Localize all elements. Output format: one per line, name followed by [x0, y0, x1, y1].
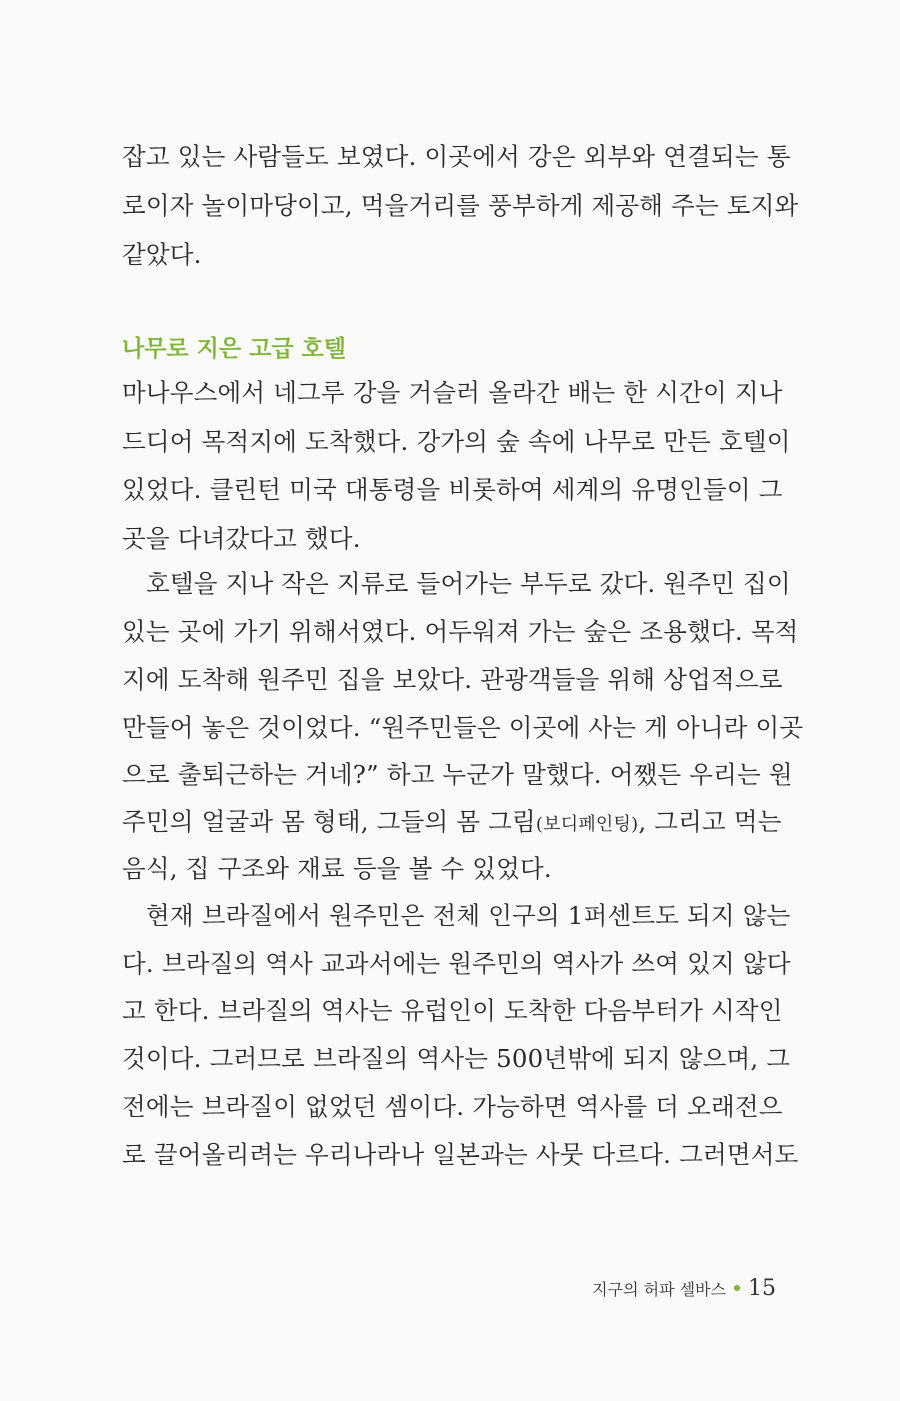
section-heading: 나무로 지은 고급 호텔 [122, 336, 346, 362]
body-text-line: 잡고 있는 사람들도 보였다. 이곳에서 강은 외부와 연결되는 통 [122, 142, 791, 171]
body-text-line: 로 끌어올리려는 우리나라나 일본과는 사뭇 다르다. 그러면서도 [122, 1140, 799, 1169]
body-text-line: 만들어 놓은 것이었다. “원주민들은 이곳에 사는 게 아니라 이곳 [122, 713, 804, 742]
body-text-line: 으로 출퇴근하는 거네?” 하고 누군가 말했다. 어쨌든 우리는 원 [122, 760, 793, 789]
body-text-line: 음식, 집 구조와 재료 등을 볼 수 있었다. [122, 854, 552, 883]
body-text-line: 것이다. 그러므로 브라질의 역사는 500년밖에 되지 않으며, 그 [122, 1044, 791, 1073]
body-text-line: 마나우스에서 네그루 강을 거슬러 올라간 배는 한 시간이 지나 [122, 378, 783, 407]
page-footer [592, 1272, 776, 1304]
body-text-line: 호텔을 지나 작은 지류로 들어가는 부두로 갔다. 원주민 집이 [146, 569, 791, 598]
body-text-line: 지에 도착해 원주민 집을 보았다. 관광객들을 위해 상업적으로 [122, 665, 783, 694]
parenthetical-note: (보디페인팅) [535, 814, 639, 835]
body-text-line [122, 806, 782, 838]
body-text-line: 전에는 브라질이 없었던 셈이다. 가능하면 역사를 더 오래전으 [122, 1092, 783, 1121]
body-text-line: 로이자 놀이마당이고, 먹을거리를 풍부하게 제공해 주는 토지와 [122, 191, 799, 220]
body-text-line: 현재 브라질에서 원주민은 전체 인구의 1퍼센트도 되지 않는 [146, 901, 791, 930]
body-text-line: 드디어 목적지에 도착했다. 강가의 숲 속에 나무로 만든 호텔이 [122, 427, 791, 456]
running-title: 지구의 허파 셀바스 [592, 1279, 726, 1299]
body-text-line: 다. 브라질의 역사 교과서에는 원주민의 역사가 쓰여 있지 않다 [122, 949, 791, 978]
page-number: 15 [748, 1275, 776, 1301]
bullet-dot-icon [734, 1285, 740, 1291]
body-text-segment: 주민의 얼굴과 몸 형태, 그들의 몸 그림 [122, 807, 536, 836]
body-text-line: 곳을 다녀갔다고 했다. [122, 524, 361, 553]
body-text-line: 있었다. 클린턴 미국 대통령을 비롯하여 세계의 유명인들이 그 [122, 475, 783, 504]
body-text-line: 같았다. [122, 240, 202, 269]
body-text-line: 고 한다. 브라질의 역사는 유럽인이 도착한 다음부터가 시작인 [122, 996, 783, 1025]
body-text-line: 있는 곳에 가기 위해서였다. 어두워져 가는 숲은 조용했다. 목적 [122, 617, 799, 646]
body-text-segment: , 그리고 먹는 [638, 807, 782, 836]
